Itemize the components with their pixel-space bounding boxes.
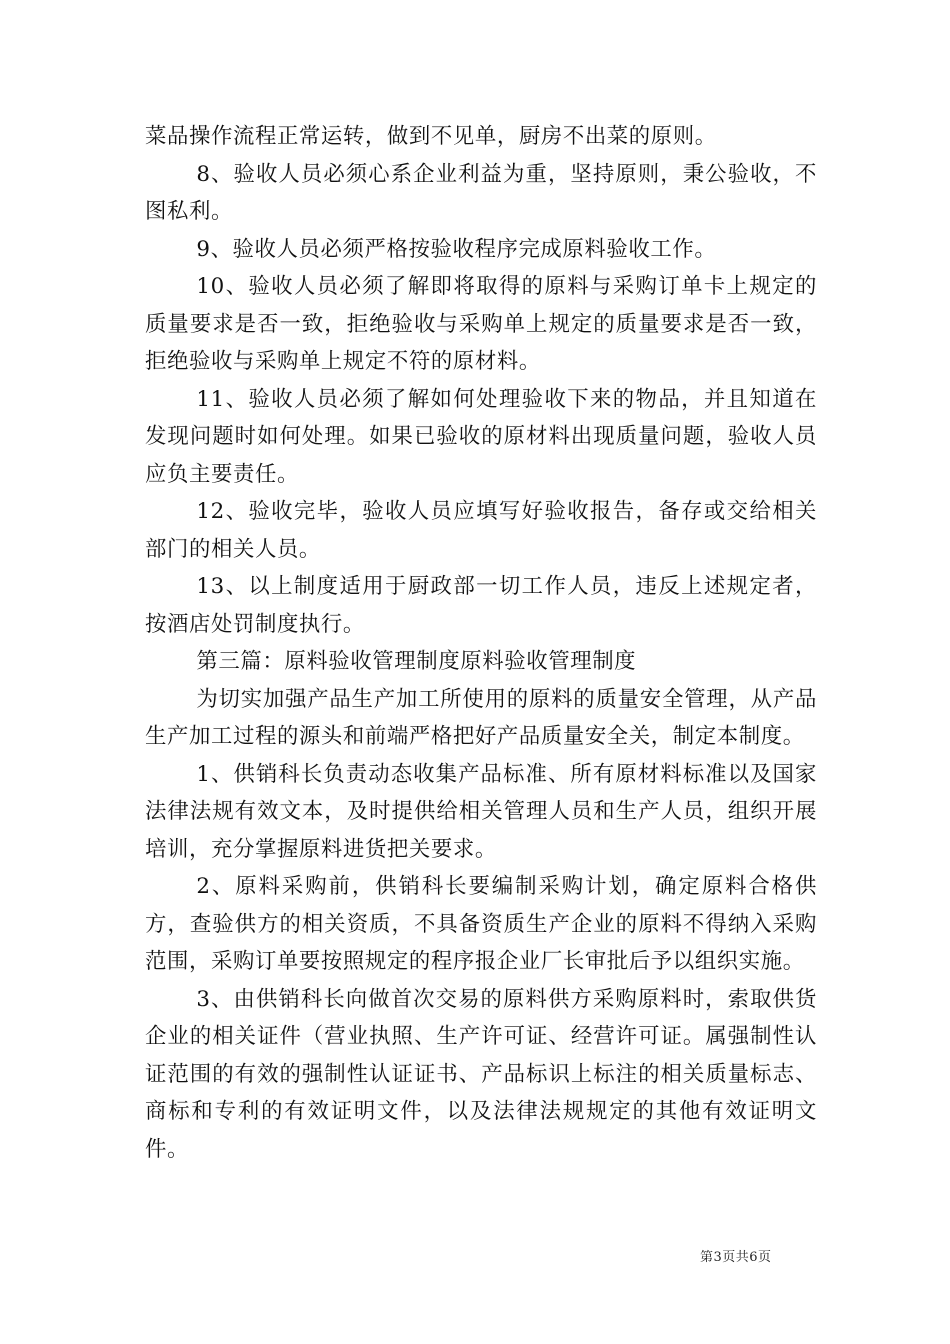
page-number: 第3页共6页 bbox=[700, 1250, 772, 1265]
paragraph-rule-1: 1、供销科长负责动态收集产品标准、所有原材料标准以及国家法律法规有效文本，及时提供给相关管理人员和生产人员，组织开展培训，充分掌握原料进货把关要求。 bbox=[145, 761, 817, 862]
paragraph-rule-3: 3、由供销科长向做首次交易的原料供方采购原料时，索取供货企业的相关证件（营业执照、生产许可证、经营许可证。属强制性认证范围的有效的强制性认证证书、产品标识上标注的相关质量标志、商标和专利的有效证明文件，以及法律法规规定的其他有效证明文件。 bbox=[145, 986, 817, 1162]
paragraph-item-11: 11、验收人员必须了解如何处理验收下来的物品，并且知道在发现问题时如何处理。如果已验收的原材料出现质量问题，验收人员应负主要责任。 bbox=[145, 386, 817, 487]
paragraph-item-9: 9、验收人员必须严格按验收程序完成原料验收工作。 bbox=[196, 236, 717, 262]
paragraph-continuation: 菜品操作流程正常运转，做到不见单，厨房不出菜的原则。 bbox=[145, 124, 717, 149]
paragraph-rule-2: 2、原料采购前，供销科长要编制采购计划，确定原料合格供方，查验供方的相关资质，不具备资质生产企业的原料不得纳入采购范围，采购订单要按照规定的程序报企业厂长审批后予以组织实施。 bbox=[145, 874, 817, 974]
paragraph-item-13: 13、以上制度适用于厨政部一切工作人员，违反上述规定者，按酒店处罚制度执行。 bbox=[145, 574, 817, 637]
paragraph-item-8: 8、验收人员必须心系企业利益为重，坚持原则，秉公验收，不图私利。 bbox=[145, 161, 817, 224]
paragraph-item-12: 12、验收完毕，验收人员应填写好验收报告，备存或交给相关部门的相关人员。 bbox=[145, 499, 817, 562]
paragraph-item-10: 10、验收人员必须了解即将取得的原料与采购订单卡上规定的质量要求是否一致，拒绝验收与采购单上规定的质量要求是否一致，拒绝验收与采购单上规定不符的原材料。 bbox=[145, 274, 817, 374]
section-heading: 第三篇：原料验收管理制度原料验收管理制度 bbox=[196, 649, 637, 674]
document-body bbox=[145, 118, 817, 1168]
paragraph-intro: 为切实加强产品生产加工所使用的原料的质量安全管理，从产品生产加工过程的源头和前端严格把好产品质量安全关，制定本制度。 bbox=[145, 686, 817, 749]
